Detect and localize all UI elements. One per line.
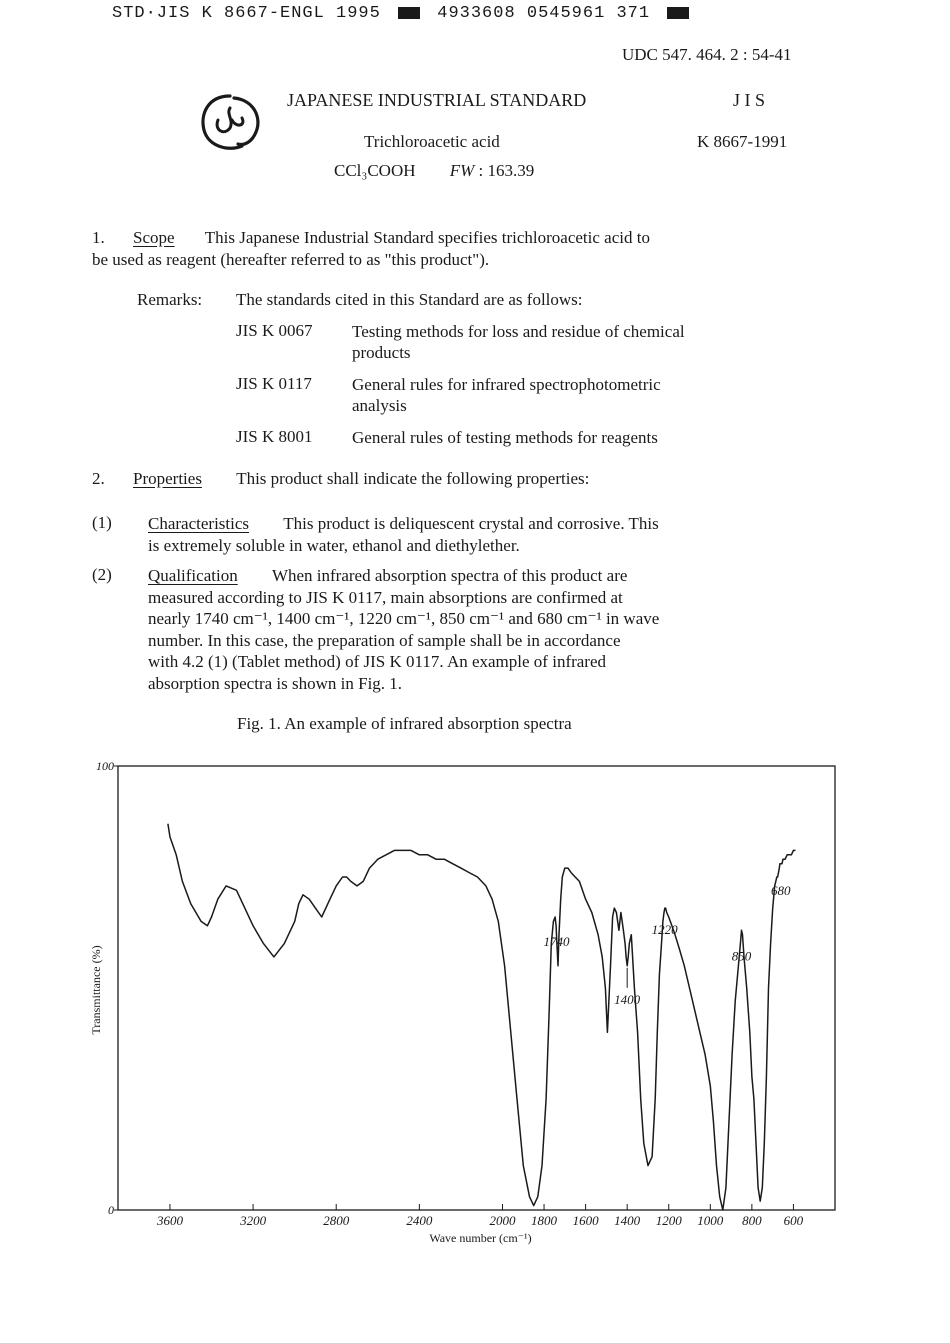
peak-label: 1220 [651,922,678,938]
chart-labels [89,945,532,1245]
x-tick-label: 1200 [655,1213,682,1228]
ref-title-2-line-2: analysis [352,396,407,415]
standard-code: J I S [733,90,766,110]
scope-line-1: This Japanese Industrial Standard specifies trichloroacetic acid to [204,228,650,247]
ref-title-1-line-2: products [352,343,411,362]
item-number-2: (2) [92,565,112,584]
x-tick-label: 2800 [323,1213,350,1228]
ref-title-3-line-1: General rules of testing methods for reagents [352,428,658,447]
qualification-line: measured according to JIS K 0117, main absorptions are confirmed at [148,587,623,607]
section-number: 2. [92,469,105,488]
chart-annotations [544,883,792,1007]
section-number: 1. [92,228,105,247]
udc-code: UDC 547. 464. 2 : 54-41 [622,45,792,64]
characteristics-line-1: This product is deliquescent crystal and corrosive. This [283,514,659,533]
standard-title: Trichloroacetic acid [364,132,500,151]
qualification-line-1: When infrared absorption spectra of this product are [271,566,628,585]
ref-title-2-line-1: General rules for infrared spectrophotometric [352,375,661,394]
fw-label: FW [449,161,475,180]
x-tick-label: 1600 [572,1213,599,1228]
y-axis-label: Transmittance (%) [89,945,103,1035]
item-heading: Characteristics [148,514,250,533]
item-heading: Qualification [148,566,238,585]
ref-code-2: JIS K 0117 [236,374,312,393]
section-heading: Scope [133,228,175,247]
ref-title-1-line-1: Testing methods for loss and residue of chemical [352,322,685,341]
header-strip-right: 4933608 0545961 371 [437,4,651,23]
qualification-line: absorption spectra is shown in Fig. 1. [148,673,403,693]
remarks-intro: The standards cited in this Standard are as follows: [236,290,583,309]
x-tick-label: 3200 [240,1213,267,1228]
x-tick-label: 2000 [489,1213,516,1228]
x-tick-label: 1400 [614,1213,641,1228]
x-tick-label: 1800 [531,1213,558,1228]
x-axis-label: Wave number (cm⁻¹) [429,1231,532,1245]
x-tick-label: 3600 [156,1213,183,1228]
peak-label: 680 [771,883,791,898]
x-tick-label: 1000 [697,1213,724,1228]
y-tick-label: 0 [108,1203,114,1217]
chart-ticks [96,759,804,1228]
peak-label: 1400 [614,991,641,1007]
qualification-line: number. In this case, the preparation of sample shall be in accordance [148,630,621,650]
x-tick-label: 2400 [406,1213,433,1228]
properties-text: This product shall indicate the following properties: [236,469,590,488]
formula-text: CCl₃COOH [334,161,416,180]
peak-label: 850 [731,948,752,964]
qualification-line: nearly 1740 cm⁻¹, 1400 cm⁻¹, 1220 cm⁻¹, 850 cm⁻¹ and 680 cm⁻¹ in wave [148,609,660,628]
item-number-1: (1) [92,513,112,532]
ref-code-1: JIS K 0067 [236,321,313,340]
fw-value: : 163.39 [478,161,535,180]
figure-caption: Fig. 1. An example of infrared absorption spectra [237,714,572,733]
spectrum-line [168,824,796,1210]
section-heading: Properties [133,469,202,488]
header-strip-left: STD·JIS K 8667-ENGL 1995 [112,4,381,23]
characteristics-line-2: is extremely soluble in water, ethanol and diethylether. [148,535,520,555]
qualification-line: with 4.2 (1) (Tablet method) of JIS K 0117. An example of infrared [148,652,607,671]
y-tick-label: 100 [96,759,114,773]
peak-label: 1740 [543,933,570,949]
x-tick-label: 600 [783,1213,804,1228]
standard-number: K 8667-1991 [697,132,788,151]
chart-series [168,824,796,1210]
remarks-label: Remarks: [137,290,203,309]
ref-code-3: JIS K 8001 [236,427,313,446]
x-tick-label: 800 [742,1213,762,1228]
standard-org: JAPANESE INDUSTRIAL STANDARD [287,90,587,110]
scope-line-2: be used as reagent (hereafter referred to as "this product"). [92,249,490,269]
